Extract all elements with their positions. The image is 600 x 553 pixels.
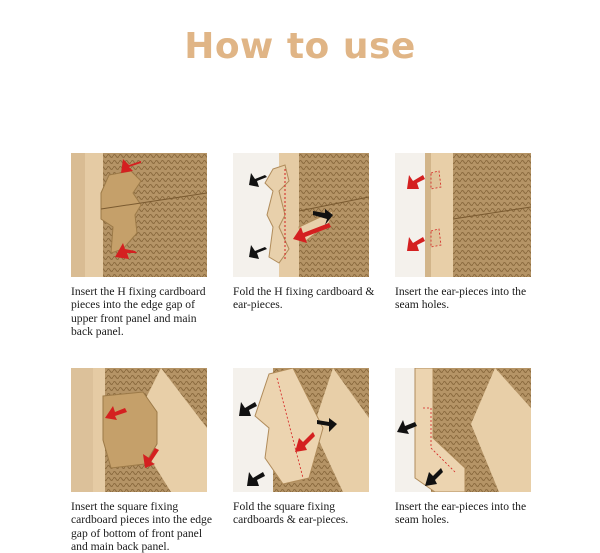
step-2-caption: Fold the H fixing cardboard & ear-pieces. <box>233 285 375 312</box>
step-4-image <box>71 368 207 492</box>
step-1-caption: Insert the H fixing cardboard pieces into the edge gap of upper front panel and main back panel. <box>71 285 206 338</box>
step-5-caption: Fold the square fixing cardboards & ear-pieces. <box>233 500 349 527</box>
step-3-caption: Insert the ear-pieces into the seam holes. <box>395 285 527 312</box>
page-title: How to use <box>184 26 416 67</box>
step-6-image <box>395 368 531 492</box>
step-5-image <box>233 368 369 492</box>
step-4-caption: Insert the square fixing cardboard pieces into the edge gap of bottom of front panel and main back panel. <box>71 500 212 553</box>
step-6-caption: Insert the ear-pieces into the seam holes. <box>395 500 527 527</box>
step-1-image <box>71 153 207 277</box>
step-3-image <box>395 153 531 277</box>
step-2-image <box>233 153 369 277</box>
